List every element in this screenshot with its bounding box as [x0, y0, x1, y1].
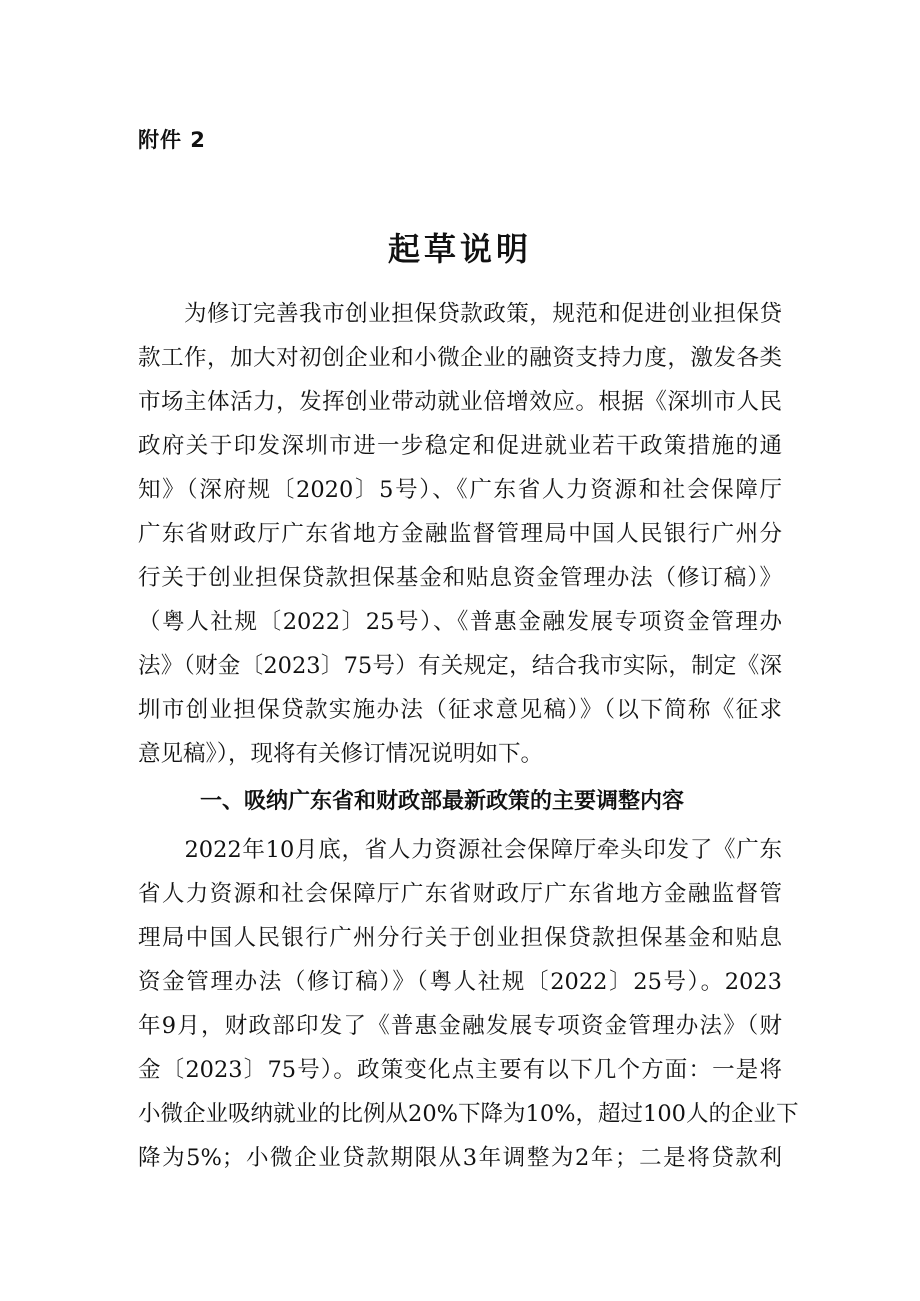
paragraph-line: 金〔2023〕75号）。政策变化点主要有以下几个方面：一是将 — [138, 1057, 782, 1083]
paragraph-line: 降为5%；小微企业贷款期限从3年调整为2年；二是将贷款利 — [138, 1145, 782, 1171]
paragraph-line: 2022年10月底，省人力资源社会保障厅牵头印发了《广东 — [138, 837, 782, 863]
paragraph-line: 政府关于印发深圳市进一步稳定和促进就业若干政策措施的通 — [138, 433, 782, 459]
paragraph-line: 法》（财金〔2023〕75号）有关规定，结合我市实际，制定《深 — [138, 653, 782, 679]
paragraph-line: 款工作，加大对初创企业和小微企业的融资支持力度，激发各类 — [138, 345, 782, 371]
paragraph-line: 广东省财政厅广东省地方金融监督管理局中国人民银行广州分 — [138, 521, 782, 547]
paragraph-line: 行关于创业担保贷款担保基金和贴息资金管理办法（修订稿）》 — [138, 565, 782, 591]
attachment-label: 附件 2 — [138, 128, 206, 152]
paragraph-line: 为修订完善我市创业担保贷款政策，规范和促进创业担保贷 — [138, 301, 782, 327]
paragraph-line: 意见稿》），现将有关修订情况说明如下。 — [138, 741, 544, 767]
paragraph-line: 资金管理办法（修订稿）》（粤人社规〔2022〕25号）。2023 — [138, 969, 782, 995]
paragraph-line: 省人力资源和社会保障厅广东省财政厅广东省地方金融监督管 — [138, 881, 782, 907]
paragraph-line: 小微企业吸纳就业的比例从20%下降为10%，超过100人的企业下 — [138, 1101, 799, 1127]
section-heading: 一、吸纳广东省和财政部最新政策的主要调整内容 — [200, 789, 685, 814]
paragraph-line: 市场主体活力，发挥创业带动就业倍增效应。根据《深圳市人民 — [138, 389, 782, 415]
paragraph-line: （粤人社规〔2022〕25号）、《普惠金融发展专项资金管理办 — [138, 609, 782, 635]
page-title: 起草说明 — [387, 230, 532, 268]
paragraph-line: 理局中国人民银行广州分行关于创业担保贷款担保基金和贴息 — [138, 925, 782, 951]
paragraph-line: 知》（深府规〔2020〕5号）、《广东省人力资源和社会保障厅 — [138, 477, 782, 503]
paragraph-line: 年9月，财政部印发了《普惠金融发展专项资金管理办法》（财 — [138, 1013, 782, 1039]
paragraph-line: 圳市创业担保贷款实施办法（征求意见稿）》（以下简称《征求 — [138, 697, 782, 723]
